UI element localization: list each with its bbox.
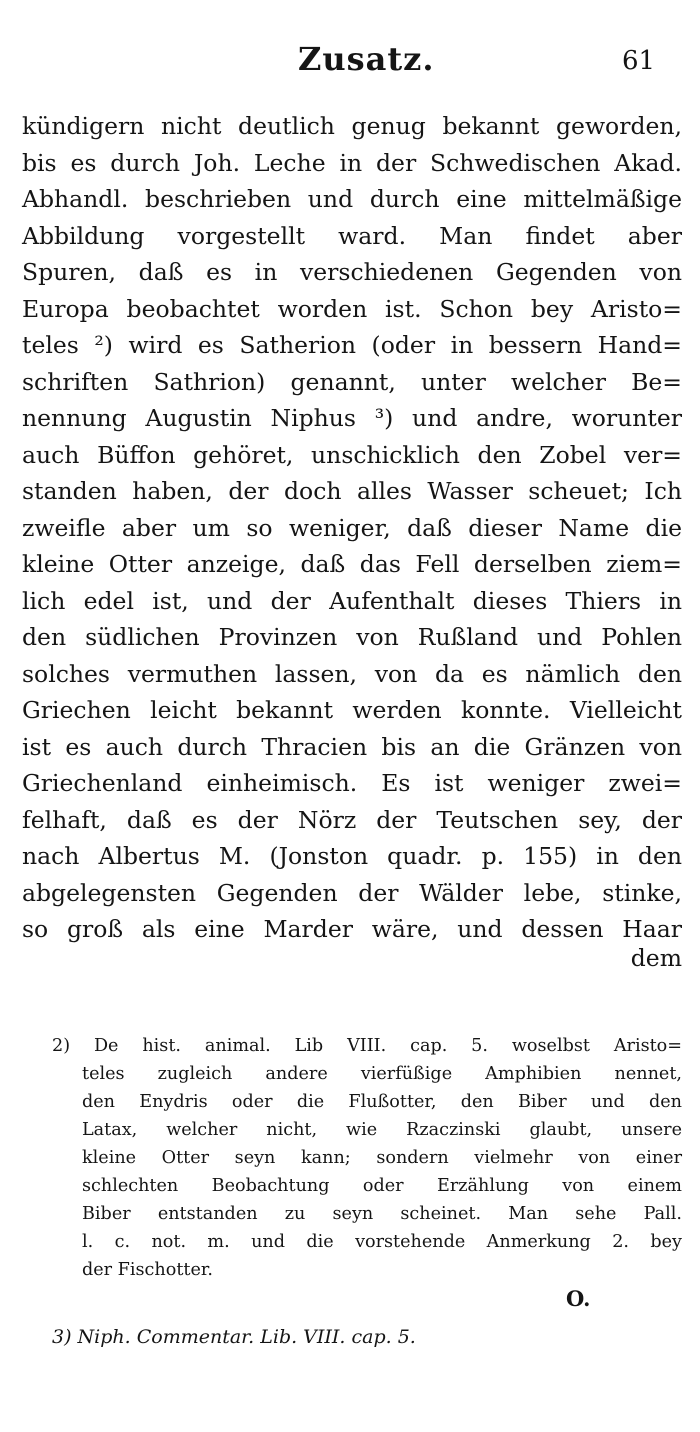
footnote-2-line: Biber entstanden zu seyn scheinet. Man sehe Pall. [82,1204,682,1224]
body-line: teles ²) wird es Satherion (oder in bessern Hand= [22,331,682,359]
body-line: kündigern nicht deutlich genug bekannt geworden, [22,112,682,140]
footnote-2-line: l. c. not. m. und die vorstehende Anmerkung 2. bey [82,1232,682,1252]
footnote-2-line: schlechten Beobachtung oder Erzählung von einem [82,1176,682,1196]
body-line: solches vermuthen lassen, von da es nämlich den [22,659,682,688]
body-line: Europa beobachtet worden ist. Schon bey Aristo= [22,294,682,323]
body-line: abgelegensten Gegenden der Wälder lebe, stinke, [22,878,682,907]
body-line: auch Büffon gehöret, unschicklich den Zobel ver= [22,440,682,469]
body-line: schriften Sathrion) genannt, unter welcher Be= [22,367,682,396]
footnote-signature: O. [566,1286,591,1311]
body-line: kleine Otter anzeige, daß das Fell derselben ziem= [22,550,682,578]
body-line: nach Albertus M. (Jonston quadr. p. 155) in den [22,842,682,870]
body-line: zweifle aber um so weniger, daß dieser Name die [22,513,682,542]
page-number: 61 [622,46,656,76]
catchword: dem [630,944,682,972]
body-line: den südlichen Provinzen von Rußland und Pohlen [22,623,682,651]
running-head: Zusatz. [298,40,435,78]
footnote-2-line: 2) De hist. animal. Lib VIII. cap. 5. woselbst Aristo= [52,1036,682,1056]
footnote-2-line: den Enydris oder die Flußotter, den Biber und den [82,1092,682,1112]
body-line: lich edel ist, und der Aufenthalt dieses Thiers in [22,586,682,615]
footnote-2-line: teles zugleich andere vierfüßige Amphibien nennet, [82,1064,682,1084]
body-line: Griechenland einheimisch. Es ist weniger zwei= [22,769,682,797]
body-line: Spuren, daß es in verschiedenen Gegenden von [22,258,682,286]
footnote-2-line: Latax, welcher nicht, wie Rzaczinski glaubt, unsere [82,1120,682,1140]
body-line: standen haben, der doch alles Wasser scheuet; Ich [22,477,682,505]
body-line: so groß als eine Marder wäre, und dessen Haar [22,915,682,943]
footnote-2-line: kleine Otter seyn kann; sondern vielmehr von einer [82,1148,682,1168]
footnote-3-text: 3) Niph. Commentar. Lib. VIII. cap. 5. [52,1326,416,1348]
body-line: ist es auch durch Thracien bis an die Gränzen von [22,732,682,761]
body-line: nennung Augustin Niphus ³) und andre, worunter [22,404,682,432]
body-line: bis es durch Joh. Leche in der Schwedischen Akad. [22,148,682,177]
body-line: Abbildung vorgestellt ward. Man findet aber [22,221,682,250]
body-line: Abhandl. beschrieben und durch eine mittelmäßige [22,185,682,213]
footnote-2-line: der Fischotter. [82,1260,213,1280]
body-line: felhaft, daß es der Nörz der Teutschen sey, der [22,805,682,834]
body-line: Griechen leicht bekannt werden konnte. Vielleicht [22,696,682,724]
footnote-3 [52,1322,416,1352]
